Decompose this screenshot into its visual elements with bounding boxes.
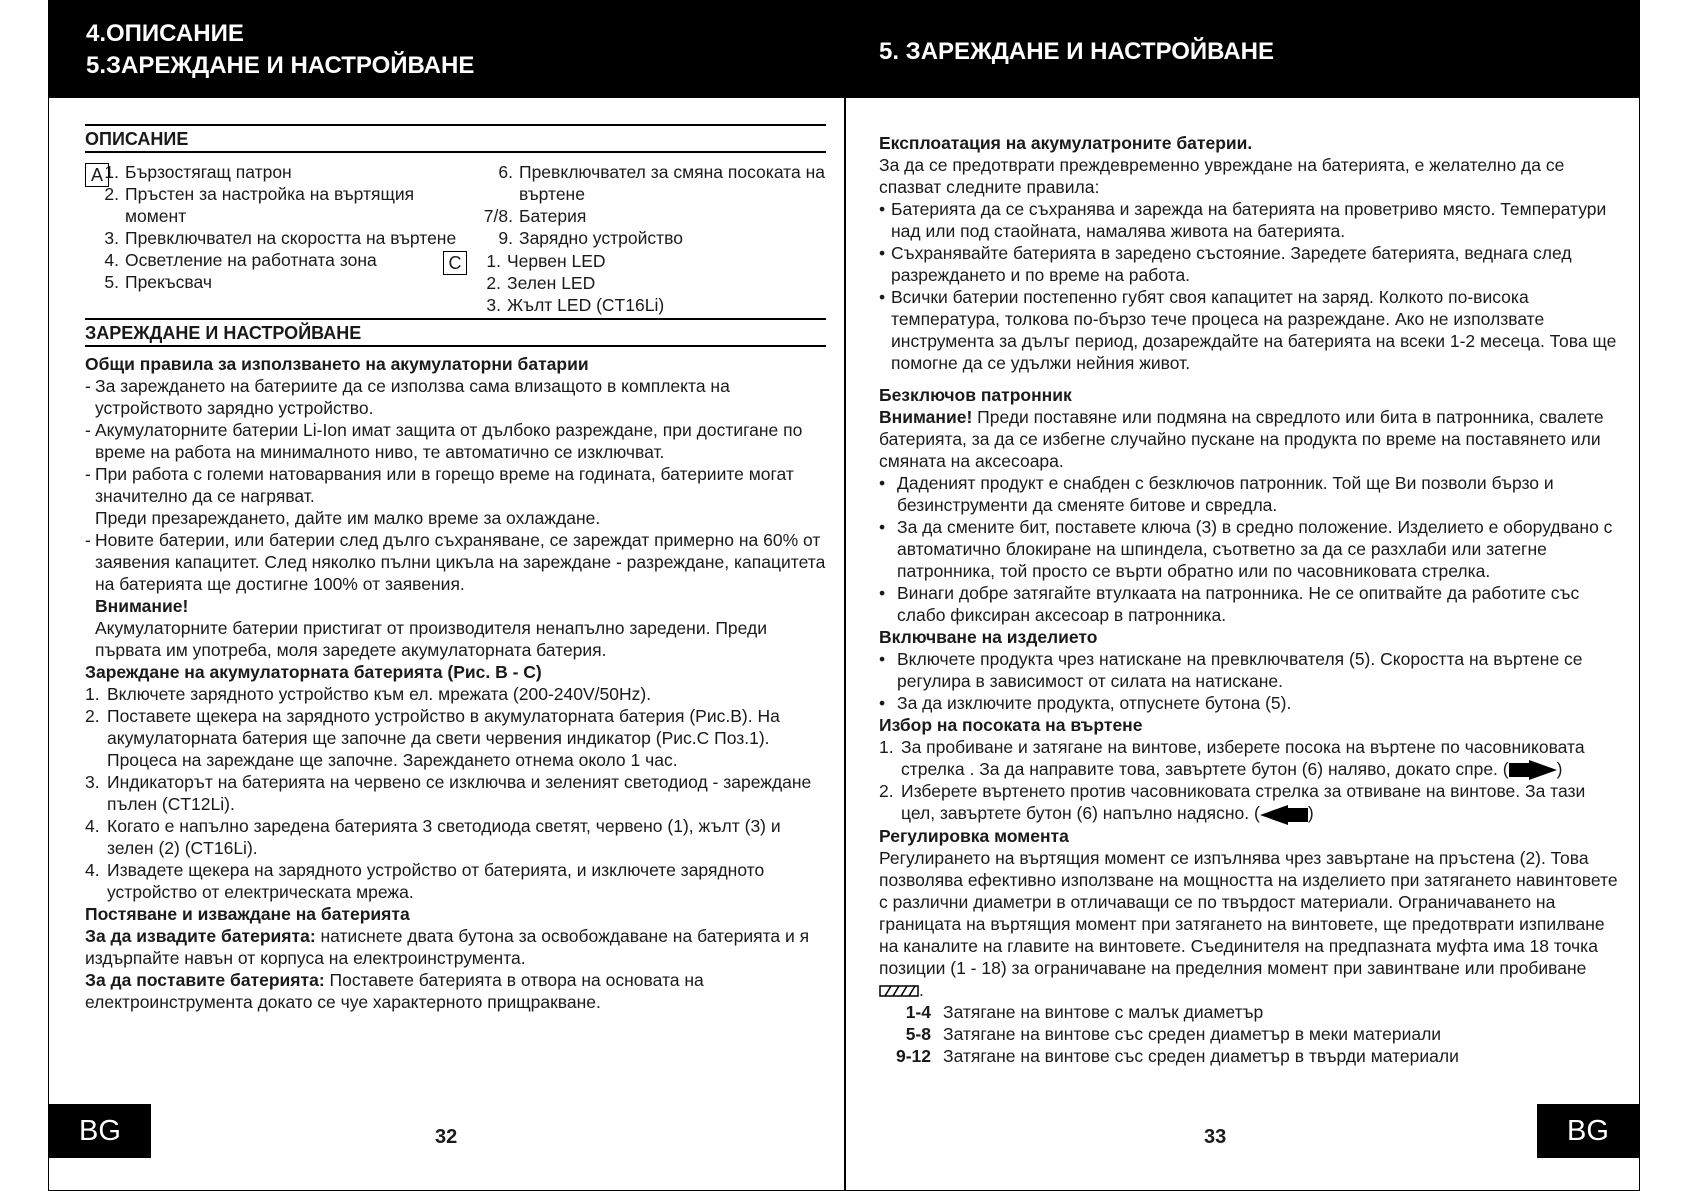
torque-row: 1-4 Затягане на винтове с малък диаметър [905,1001,1264,1022]
header-line-1: 4.ОПИСАНИЕ [86,20,244,47]
manual-spread [48,0,1640,1191]
right-content [879,132,1623,1067]
figure-label-a: A [85,163,109,187]
list-item: • Съхранявайте батерията в заредено състояние. Заредете батерията, веднага след разреждането и по време на работа. [879,243,1572,285]
charging-title: Зареждане на акумулаторната батерията (Рис. B - C) [85,662,542,682]
list-item: • Всички батерии постепенно губят своя капацитет на заряд. Колкото по-висока температура, толкова по-бързо тече процеса на разреждане. Ако не използвате инструмента за дълъг период, дозареждайте на батерията на всеки 1-2 месеца. Това ще помогне да се удължи нейния живот. [879,287,1617,373]
torque-title: Регулировка момента [879,825,1069,846]
general-rules-title: Общи правила за използването на акумулаторни батарии [85,354,589,374]
list-item: - При работа с големи натоварвания или в горещо време на годината, батериите могат значително да се нагряват. [85,464,794,506]
parts-list [85,161,826,316]
torque-row: 5-8 Затягане на винтове със среден диаметър в меки материали [905,1023,1442,1044]
list-item: • За да смените бит, поставете ключа (3) в средно положение. Изделието е оборудвано с автоматично блокиране на шпиндела, съответно за да се разхлаби или затегне патронника, той просто се върти обратно или по часовниковата стрелка. [879,517,1613,581]
figure-label-c: C [443,251,467,275]
header-line-2: 5.ЗАРЕЖДАНЕ И НАСТРОЙВАНЕ [86,52,475,79]
list-item: 2. Зелен LED [486,273,596,293]
list-item: 6. Превключвател за смяна посоката на въртене [498,162,825,204]
arrow-right-icon [1509,760,1557,780]
page-number: 32 [435,1126,458,1148]
list-item: 1. Включете зарядното устройство към ел. мрежата (200-240V/50Hz). [85,684,652,704]
list-item: 4. Когато е напълно заредена батерията 3 светодиода светят, червено (1), жълт (3) и зелен (2) (CT16Li). [85,816,781,858]
page-33 [845,0,1640,1191]
list-item: - За зареждането на батериите да се използва сама влизащото в комплекта на устройството зарядно устройство. [85,376,730,418]
list-item: 2. Пръстен за настройка на въртящия момент [104,184,415,226]
language-badge: BG [1537,1104,1639,1158]
section-title-charging: ЗАРЕЖДАНЕ И НАСТРОЙВАНЕ [85,320,826,347]
list-item: 9. Зарядно устройство [498,228,683,248]
chuck-attention: Внимание! Преди поставяне или подмяна на свредлото или бита в патронника, свалете батерията, за да се избегне случайно пускане на продукта по време на поставянето или смяната на аксесоара. [879,407,1604,471]
direction-title: Избор на посоката на въртене [879,715,1143,735]
insert-battery-text: За да поставите батерията: Поставете батерията в отвора на основата на електроинструмента докато се чуе характерното прищракване. [85,970,704,1012]
list-item: - Акумулаторните батерии Li-Ion имат защита от дълбоко разреждане, при достигане по време на работа на минималното ниво, те автоматично се изключват. [85,420,803,462]
list-item: 3. Индикаторът на батерията на червено се изключва и зеленият светодиод - зареждане пълен (CT12Li). [85,772,812,814]
left-content [85,124,826,1013]
ops-title: Експлоатация на акумулатроните батерии. [879,133,1253,153]
header-line: 5. ЗАРЕЖДАНЕ И НАСТРОЙВАНЕ [879,38,1274,65]
list-item: • Винаги добре затягайте втулкаата на патронника. Не се опитвайте да работите със слабо фиксиран аксесоар в патронника. [879,583,1580,625]
page-header [846,0,1639,98]
section-title-description: ОПИСАНИЕ [85,126,826,153]
arrow-left-icon [1260,805,1308,825]
cooling-note: Преди презареждането, дайте им малко време за охлаждане. [95,508,601,528]
battery-insert-title: Постяване и изваждане на батерията [85,904,410,924]
remove-battery-text: За да извадите батерията: натиснете двата бутона за освобождаване на батерията и я издърпайте навън от корпуса на електроинструмента. [85,926,810,968]
list-item: 7/8. Батерия [483,206,587,226]
torque-text: Регулирането на въртящия момент се изпълнява чрез завъртане на пръстена (2). Това позволява ефективно използване на мощността на изделието при затягането навинтовете с различни диаметри в отличаващи се по твърдост материали. Ограничаването на границата на въртящия момент при затягането на винтовете, ще предотврати изпилване на каналите на главите на винтовете. Съединителя на предпазната муфта има 18 точка позиции (1 - 18) за ограничаване на пределния момент при завинтване или пробиване . [879,847,1618,1000]
attention-text: Акумулаторните батерии пристигат от производителя ненапълно заредени. Преди първата им употреба, моля заредете акумулаторната батерия. [95,618,767,660]
list-item: • За да изключите продукта, отпуснете бутона (5). [879,693,1292,713]
page-32 [48,0,845,1191]
list-item: 3. Превключвател на скоростта на въртене [104,228,457,248]
list-item: 2. Изберете въртенето против часовниковата стрелка за отвиване на винтове. За тази цел, завъртете бутон (6) напълно надясно. ( ) [879,781,1586,824]
switch-on-title: Включване на изделието [879,627,1098,647]
list-item: 5. Прекъсвач [104,272,212,292]
language-badge: BG [49,1104,151,1158]
list-item: 1. За пробиване и затягане на винтове, изберете посока на въртене по часовниковата стрелка . За да направите това, завъртете бутон (6) наляво, докато спре. ( ) [879,737,1585,779]
torque-row: 9-12 Затягане на винтове със среден диаметър в твърди материали [895,1045,1459,1066]
ops-intro: За да се предотврати преждевременно увреждане на батерията, е желателно да се спазват следните правила: [879,155,1565,197]
list-item: 2. Поставете щекера на зарядното устройство в акумулаторната батерия (Рис.B). На акумулаторната батерия ще започне да свети червения индикатор (Рис.C Поз.1). Процеса на зареждане ще започне. Зареждането отнема около 1 час. [85,706,780,770]
list-item: 1. Бързостягащ патрон [104,162,292,182]
list-item: 4. Осветление на работната зона [104,250,377,270]
list-item: 1. Червен LED [486,251,606,271]
page-number: 33 [1204,1126,1227,1148]
list-item: • Даденият продукт е снабден с безключов патронник. Той ще Ви позволи бързо и безинструменти да сменяте битове и свредла. [879,473,1554,515]
attention-label: Внимание! [95,596,189,616]
list-item: - Новите батерии, или батерии след дълго съхраняване, се зареждат примерно на 60% от заявения капацитет. След няколко пълни цикъла на зареждане - разреждане, капацитета на батерията ще достигне 100% от заявения. [85,530,826,594]
list-item: • Включете продукта чрез натискане на превключвателя (5). Скоростта на въртене се регулира в зависимост от силата на натискане. [879,649,1583,691]
list-item: • Батерията да се съхранява и зарежда на батерията на проветриво място. Температури над или под стаойната, намалява живота на батерията. [879,199,1607,241]
drill-icon [879,983,919,999]
list-item: 4. Извадете щекера на зарядното устройство от батерията, и изключете зарядното устройство от електрическата мрежа. [85,860,765,902]
list-item: 3. Жълт LED (CT16Li) [486,295,665,315]
page-header [49,0,844,98]
chuck-title: Безключов патронник [879,385,1072,405]
